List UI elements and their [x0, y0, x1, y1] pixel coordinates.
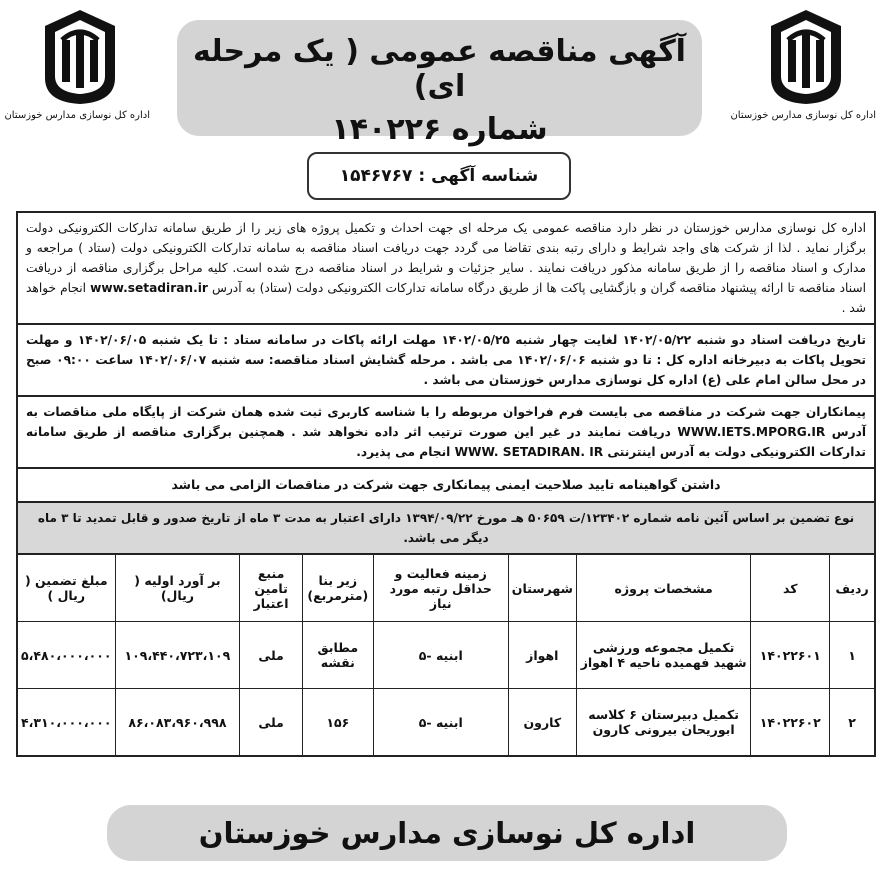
table-header-row — [17, 554, 875, 622]
table-cell: اهواز — [508, 622, 576, 689]
column-header: کد — [751, 554, 830, 622]
table-cell: ملی — [240, 689, 303, 757]
notice-body — [16, 211, 876, 757]
column-header: زمینه فعالیت و حداقل رتبه مورد نیاز — [373, 554, 508, 622]
logo-left — [4, 6, 150, 121]
setadiran-url-link[interactable]: WWW. SETADIRAN. IR — [454, 445, 604, 459]
organization-emblem-icon — [39, 6, 121, 106]
title-box — [177, 20, 702, 147]
guarantee-note: نوع تضمین بر اساس آئین نامه شماره ۱۲۳۴۰۲/ت ۵۰۶۵۹ هـ مورخ ۱۳۹۴/۰۹/۲۲ دارای اعتبار به مدت ۳ ماه از تاریخ صدور و قابل تمدید تا ۳ ماه دیگر می باشد. — [16, 501, 876, 553]
organization-emblem-icon — [765, 6, 847, 106]
column-header: ردیف — [830, 554, 875, 622]
logo-caption: اداره کل نوسازی مدارس خوزستان — [4, 110, 150, 121]
page-title: آگهی مناقصه عمومی ( یک مرحله ای) — [193, 34, 686, 104]
table-cell: ۱۵۶ — [302, 689, 373, 757]
column-header: مبلغ تضمین ( ریال ) — [17, 554, 115, 622]
table-cell: ۵،۴۸۰،۰۰۰،۰۰۰ — [17, 622, 115, 689]
logo-right — [730, 6, 876, 121]
table-cell: مطابق نقشه — [302, 622, 373, 689]
table-cell: تکمیل دبیرستان ۶ کلاسه ابوریحان بیرونی کارون — [576, 689, 751, 757]
column-header: مشخصات پروژه — [576, 554, 751, 622]
table-cell: کارون — [508, 689, 576, 757]
table-cell: ۱ — [830, 622, 875, 689]
column-header: بر آورد اولیه ( ریال) — [115, 554, 240, 622]
table-cell: تکمیل مجموعه ورزشی شهید فهمیده ناحیه ۴ اهواز — [576, 622, 751, 689]
table-cell: ابنیه -۵ — [373, 622, 508, 689]
announcement-id: شناسه آگهی : ۱۵۴۶۷۶۷ — [307, 152, 571, 200]
footer-banner: اداره کل نوسازی مدارس خوزستان — [107, 805, 787, 861]
table-cell: ۱۰۹،۴۴۰،۷۲۳،۱۰۹ — [115, 622, 240, 689]
table-cell: ملی — [240, 622, 303, 689]
table-cell: ابنیه -۵ — [373, 689, 508, 757]
certificate-note: داشتن گواهینامه تایید صلاحیت ایمنی پیمانکاری جهت شرکت در مناقصات الزامی می باشد — [16, 467, 876, 501]
column-header: منبع تامین اعتبار — [240, 554, 303, 622]
table-cell: ۴،۳۱۰،۰۰۰،۰۰۰ — [17, 689, 115, 757]
iets-url-link[interactable]: WWW.IETS.MPORG.IR — [677, 425, 826, 439]
contractors-text-2: دریافت نمایند در غیر این صورت ترتیب اثر داده نخواهد شد . همچنین برگزاری مناقصه از طریق سامانه تدارکات الکترونیکی دولت به آدرس اینترنتی — [26, 425, 866, 459]
intro-text: اداره کل نوسازی مدارس خوزستان در نظر دارد مناقصه عمومی یک مرحله ای جهت احداث و تکمیل پروژه های زیر را از طریق سامانه تدارکات الکترونیکی دولت برگزار نماید . لذا از شرکت های واجد شرایط و دارای رتبه بندی تقاضا می گردد جهت دریافت اسناد مناقصه به سامانه تدارکات الکترونیکی دولت (ستاد ) مراجعه و مدارک و اسناد مناقصه را از طریق سامانه مذکور دریافت نمایند . سایر جزئیات و شرایط در اسناد مناقصه درج شده است. کلیه مراحل برگزاری مناقصه از دریافت اسناد مناقصه تا ارائه پیشنهاد مناقصه گران و بازگشایی پاکت ها از طریق درگاه سامانه تدارکات الکترونیکی دولت (ستاد) به آدرس — [26, 221, 866, 295]
intro-paragraph — [16, 211, 876, 323]
table-cell: ۱۴۰۲۲۶۰۱ — [751, 622, 830, 689]
column-header: شهرستان — [508, 554, 576, 622]
contractors-text-3: انجام می پذیرد. — [356, 445, 451, 459]
contractors-text-1: پیمانکاران جهت شرکت در مناقصه می بایست فرم فراخوان مربوطه را با شناسه کاربری ثبت شده همان شرکت از پایگاه ملی مناقصات به آدرس — [26, 405, 867, 439]
table-cell: ۱۴۰۲۲۶۰۲ — [751, 689, 830, 757]
tender-number: شماره ۱۴۰۲۲۶ — [331, 112, 548, 147]
setad-url-link[interactable]: www.setadiran.ir — [90, 281, 208, 295]
table-cell: ۸۶،۰۸۳،۹۶۰،۹۹۸ — [115, 689, 240, 757]
tender-notice — [4, 6, 876, 868]
table-row — [17, 622, 875, 689]
intro-end-text: انجام خواهد شد . — [26, 281, 866, 315]
column-header: زیر بنا (مترمربع) — [302, 554, 373, 622]
tender-table — [16, 553, 876, 757]
contractors-paragraph — [16, 395, 876, 467]
table-cell: ۲ — [830, 689, 875, 757]
dates-paragraph: تاریخ دریافت اسناد دو شنبه ۱۴۰۲/۰۵/۲۲ لغایت چهار شنبه ۱۴۰۲/۰۵/۲۵ مهلت ارائه پاکات در سامانه ستاد : تا یک شنبه ۱۴۰۲/۰۶/۰۵ و مهلت تحویل پاکات به دبیرخانه اداره کل : تا دو شنبه ۱۴۰۲/۰۶/۰۶ می باشد . مرحله گشایش اسناد مناقصه: سه شنبه ۱۴۰۲/۰۶/۰۷ ساعت ۰۹:۰۰ صبح در محل سالن امام علی (ع) اداره کل نوسازی مدارس خوزستان می باشد . — [16, 323, 876, 395]
table-row — [17, 689, 875, 757]
logo-caption: اداره کل نوسازی مدارس خوزستان — [730, 110, 876, 121]
